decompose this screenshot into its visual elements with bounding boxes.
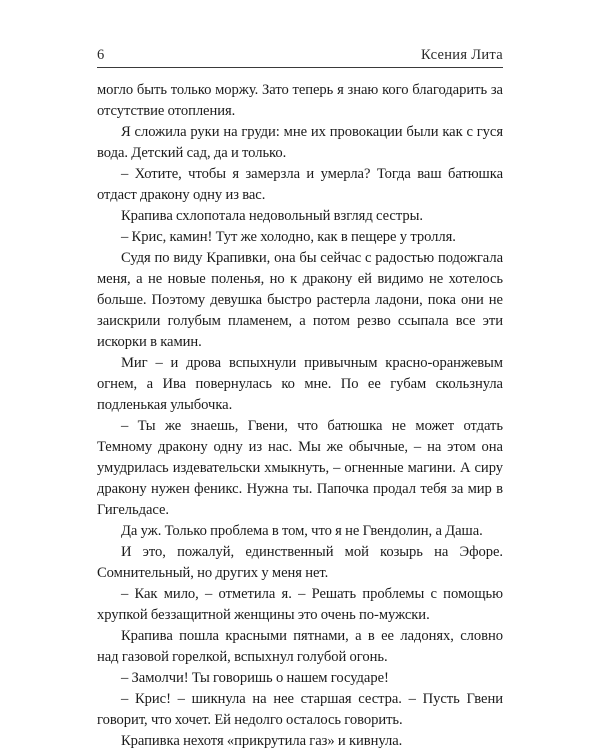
paragraph: – Замолчи! Ты говоришь о нашем государе! <box>121 670 389 686</box>
paragraph: Крапива пошла красными пятнами, а в ее ладонях, словно над газовой горелкой, вспыхнул голубой огонь. <box>97 628 503 665</box>
paragraph: – Как мило, – отметила я. – Решать проблемы с помощью хрупкой беззащитной женщины это очень по-мужски. <box>97 586 503 623</box>
paragraph: Крапивка нехотя «прикрутила газ» и кивнула. <box>121 733 403 749</box>
paragraph: Крапива схлопотала недовольный взгляд сестры. <box>121 208 423 224</box>
paragraph: И это, пожалуй, единственный мой козырь на Эфоре. Сомнительный, но других у меня нет. <box>97 544 503 581</box>
running-header <box>97 44 503 66</box>
paragraph: Да уж. Только проблема в том, что я не Гвендолин, а Даша. <box>121 523 483 539</box>
paragraph: Миг – и дрова вспыхнули привычным красно-оранжевым огнем, а Ива повернулась ко мне. По ее губам скользнула подленькая улыбочка. <box>97 355 503 413</box>
paragraph: – Ты же знаешь, Гвени, что батюшка не может отдать Темному дракону одну из нас. Мы же обычные, – на этом она умудрилась издевательски хмыкнуть, – огненные магини. А сиру дракону нужен феникс. Нужна ты. Папочка продал тебя за мир в Гигельдасе. <box>97 418 503 518</box>
book-author: Ксения Лита <box>420 47 503 63</box>
paragraph: – Хотите, чтобы я замерзла и умерла? Тогда ваш батюшка отдаст дракону одну из вас. <box>97 166 503 203</box>
header-rule <box>97 67 503 68</box>
paragraph: Я сложила руки на груди: мне их провокации были как с гуся вода. Детский сад, да и только. <box>97 124 503 161</box>
paragraph: Судя по виду Крапивки, она бы сейчас с радостью подожгала меня, а не новые поленья, но к дракону ей видимо не хотелось больше. Поэтому девушка быстро растерла ладони, пока они не заискрили голубым пламенем, а потом резво ссыпала все эти искорки в камин. <box>97 250 503 350</box>
page-number: 6 <box>97 47 105 63</box>
paragraph: – Крис, камин! Тут же холодно, как в пещере у тролля. <box>121 229 456 245</box>
body-text <box>97 80 503 752</box>
paragraph: могло быть только моржу. Зато теперь я знаю кого благодарить за отсутствие отопления. <box>97 82 503 119</box>
paragraph: – Крис! – шикнула на нее старшая сестра. – Пусть Гвени говорит, что хочет. Ей недолго осталось говорить. <box>97 691 503 728</box>
